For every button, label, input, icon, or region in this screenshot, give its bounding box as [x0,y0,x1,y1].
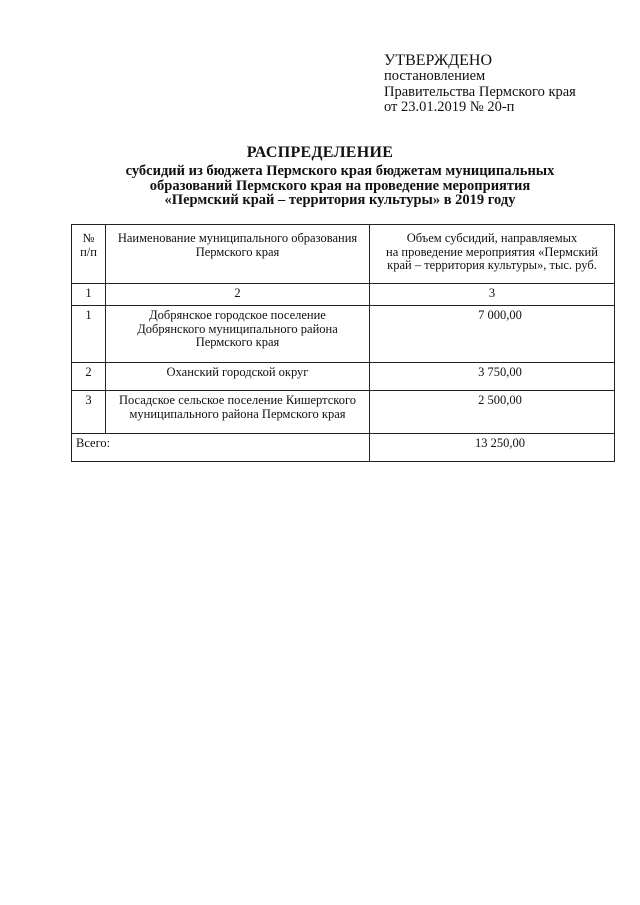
header-text: на проведение мероприятия «Пермский [386,244,598,259]
name-line: Оханский городской округ [166,364,309,379]
subsidy-amount: 2 500,00 [370,391,615,434]
table-row [72,391,615,434]
name-line: Посадское сельское поселение Кишертского [118,393,357,407]
approval-date: от 23.01.2019 № 20-п [384,99,515,115]
total-row [72,434,615,462]
header-amount [370,225,615,284]
approval-line: постановлением [384,68,486,84]
column-number: 3 [370,284,615,306]
row-number: 2 [72,362,106,391]
column-number-row [72,284,615,306]
table-row [72,306,615,363]
column-number: 1 [72,284,106,306]
name-line: Добрянское городское поселение [149,308,326,322]
header-text: Объем субсидий, направляемых [406,231,578,245]
column-number: 2 [106,284,370,306]
subtitle-line: «Пермский край – территория культуры» в 2019 году [164,192,516,208]
row-number: 1 [72,306,106,363]
name-line: Добрянского муниципального района [137,321,338,336]
total-label [72,434,370,462]
subsidy-amount: 3 750,00 [370,362,615,391]
row-number: 3 [72,391,106,434]
approval-heading: УТВЕРЖДЕНО [384,52,493,69]
document-title: РАСПРЕДЕЛЕНИЕ [246,144,394,161]
subtitle-line: субсидий из бюджета Пермского края бюджетам муниципальных [125,163,555,179]
header-text: № [82,231,95,245]
table-row [72,362,615,391]
municipality-name [106,391,370,434]
header-municipality [106,225,370,284]
subtitle-line: образований Пермского края на проведение мероприятия [149,177,531,194]
subsidy-table [71,224,615,462]
header-number [72,225,106,284]
header-text: край – территория культуры», тыс. руб. [387,258,597,272]
total-label-text: Всего: [76,436,111,450]
municipality-name [106,362,370,391]
approval-stamp [384,52,576,116]
name-line: муниципального района Пермского края [129,406,346,421]
table-header-row [72,225,615,284]
header-text: Пермского края [195,244,280,259]
municipality-name [106,306,370,363]
name-line: Пермского края [195,335,280,349]
total-amount: 13 250,00 [370,434,615,462]
header-text: п/п [80,244,97,259]
header-text: Наименование муниципального образования [117,231,358,245]
subsidy-amount: 7 000,00 [370,306,615,363]
approval-line: Правительства Пермского края [384,83,576,100]
document-subtitle [40,164,640,208]
